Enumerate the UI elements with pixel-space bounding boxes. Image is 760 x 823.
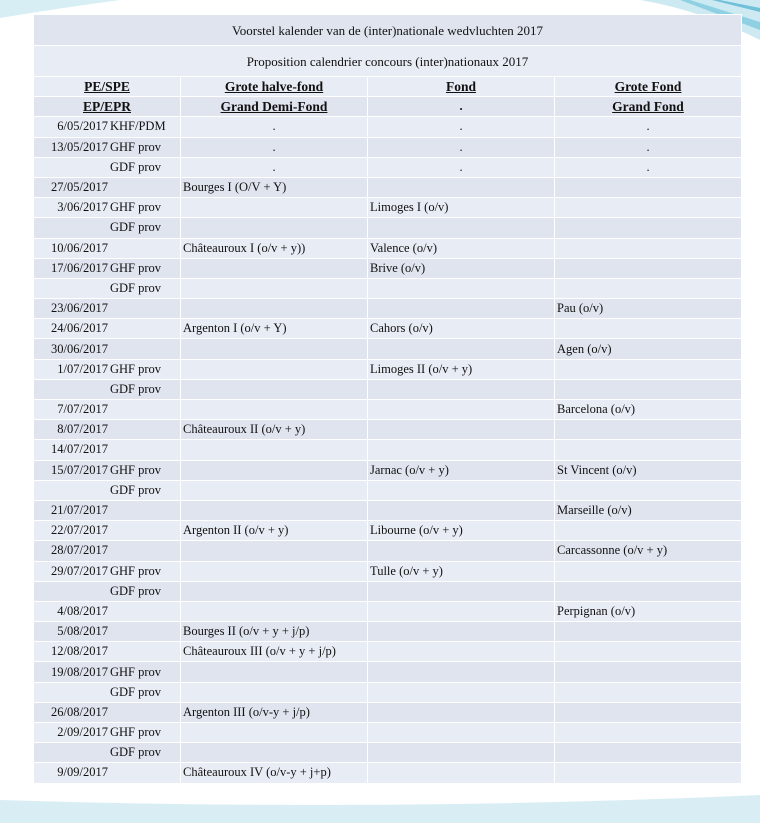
grote-fond-cell: St Vincent (o/v) — [555, 460, 742, 480]
table-row — [34, 238, 742, 258]
grote-fond-cell — [555, 480, 742, 500]
date-cell — [34, 723, 181, 743]
date-cell — [34, 581, 181, 601]
table-row — [34, 400, 742, 420]
table-row — [34, 440, 742, 460]
race-category-label: GDF prov — [110, 159, 162, 174]
date-cell — [34, 400, 181, 420]
grote-fond-cell: . — [555, 137, 742, 157]
table-row — [34, 278, 742, 298]
fond-cell — [368, 622, 555, 642]
grote-halve-fond-cell — [181, 400, 368, 420]
race-date: 22/07/2017 — [51, 523, 108, 538]
grote-halve-fond-cell — [181, 682, 368, 702]
grote-halve-fond-cell — [181, 339, 368, 359]
grote-halve-fond-cell — [181, 743, 368, 763]
date-cell — [34, 258, 181, 278]
race-date: 6/05/2017 — [57, 119, 108, 134]
header-fond: Fond — [368, 77, 555, 97]
race-date: 2/09/2017 — [57, 725, 108, 740]
date-cell — [34, 299, 181, 319]
table-row — [34, 763, 742, 783]
race-category-label: GDF prov — [110, 745, 162, 760]
fond-cell: . — [368, 157, 555, 177]
date-cell — [34, 440, 181, 460]
header-grote-halve-fond: Grote halve-fond — [181, 77, 368, 97]
grote-fond-cell — [555, 420, 742, 440]
date-cell — [34, 521, 181, 541]
table-row — [34, 198, 742, 218]
fond-cell — [368, 642, 555, 662]
grote-halve-fond-cell: Argenton III (o/v-y + j/p) — [181, 702, 368, 722]
race-date: 17/06/2017 — [51, 260, 108, 275]
race-category-label: GDF prov — [110, 220, 162, 235]
table-row — [34, 460, 742, 480]
grote-halve-fond-cell — [181, 278, 368, 298]
grote-fond-cell — [555, 359, 742, 379]
table-row — [34, 561, 742, 581]
grote-fond-cell: Agen (o/v) — [555, 339, 742, 359]
grote-halve-fond-cell — [181, 541, 368, 561]
table-row — [34, 480, 742, 500]
header-grand-demi-fond: Grand Demi-Fond — [181, 97, 368, 117]
date-cell — [34, 117, 181, 137]
table-row — [34, 420, 742, 440]
table-row — [34, 743, 742, 763]
table-row — [34, 299, 742, 319]
race-category-label: GHF prov — [110, 563, 162, 578]
grote-fond-cell — [555, 642, 742, 662]
fond-cell: Cahors (o/v) — [368, 319, 555, 339]
fond-cell — [368, 702, 555, 722]
race-date: 30/06/2017 — [51, 341, 108, 356]
date-cell — [34, 743, 181, 763]
date-cell — [34, 682, 181, 702]
date-cell — [34, 157, 181, 177]
grote-halve-fond-cell — [181, 662, 368, 682]
table-row — [34, 521, 742, 541]
table-row — [34, 662, 742, 682]
race-category-label: GHF prov — [110, 664, 162, 679]
fond-cell — [368, 299, 555, 319]
table-row — [34, 339, 742, 359]
date-cell — [34, 319, 181, 339]
grote-halve-fond-cell — [181, 359, 368, 379]
grote-halve-fond-cell: Châteauroux I (o/v + y)) — [181, 238, 368, 258]
grote-fond-cell — [555, 319, 742, 339]
grote-halve-fond-cell — [181, 258, 368, 278]
grote-halve-fond-cell — [181, 440, 368, 460]
table-row — [34, 117, 742, 137]
grote-halve-fond-cell — [181, 561, 368, 581]
grote-fond-cell — [555, 763, 742, 783]
grote-halve-fond-cell — [181, 601, 368, 621]
grote-halve-fond-cell: . — [181, 137, 368, 157]
table-row — [34, 682, 742, 702]
grote-fond-cell — [555, 379, 742, 399]
grote-fond-cell — [555, 581, 742, 601]
grote-fond-cell — [555, 198, 742, 218]
table-row — [34, 258, 742, 278]
header-grote-fond: Grote Fond — [555, 77, 742, 97]
grote-fond-cell — [555, 238, 742, 258]
race-date: 29/07/2017 — [51, 563, 108, 578]
date-cell — [34, 642, 181, 662]
race-date: 23/06/2017 — [51, 301, 108, 316]
grote-fond-cell: . — [555, 117, 742, 137]
fond-cell — [368, 682, 555, 702]
fond-cell — [368, 278, 555, 298]
fond-cell — [368, 177, 555, 197]
race-category-label: GDF prov — [110, 684, 162, 699]
grote-fond-cell: Perpignan (o/v) — [555, 601, 742, 621]
date-cell — [34, 198, 181, 218]
header-fond-fr: . — [368, 97, 555, 117]
fond-cell — [368, 339, 555, 359]
race-category-label: GHF prov — [110, 361, 162, 376]
fond-cell: Valence (o/v) — [368, 238, 555, 258]
date-cell — [34, 177, 181, 197]
grote-fond-cell — [555, 177, 742, 197]
table-row — [34, 359, 742, 379]
title-dutch: Voorstel kalender van de (inter)nationale wedvluchten 2017 — [34, 15, 742, 46]
race-date: 3/06/2017 — [57, 200, 108, 215]
grote-halve-fond-cell — [181, 581, 368, 601]
fond-cell: Tulle (o/v + y) — [368, 561, 555, 581]
fond-cell: . — [368, 137, 555, 157]
race-date: 8/07/2017 — [57, 422, 108, 437]
fond-cell — [368, 601, 555, 621]
grote-halve-fond-cell — [181, 299, 368, 319]
race-category-label: GHF prov — [110, 725, 162, 740]
race-date: 1/07/2017 — [57, 361, 108, 376]
grote-halve-fond-cell: Argenton II (o/v + y) — [181, 521, 368, 541]
fond-cell — [368, 379, 555, 399]
grote-fond-cell — [555, 743, 742, 763]
fond-cell: Limoges I (o/v) — [368, 198, 555, 218]
header-pe-spe: PE/SPE — [34, 77, 181, 97]
race-date: 5/08/2017 — [57, 624, 108, 639]
grote-fond-cell — [555, 662, 742, 682]
date-cell — [34, 278, 181, 298]
race-category-label: GDF prov — [110, 482, 162, 497]
race-date: 27/05/2017 — [51, 180, 108, 195]
grote-halve-fond-cell: Châteauroux III (o/v + y + j/p) — [181, 642, 368, 662]
race-date: 26/08/2017 — [51, 704, 108, 719]
table-row — [34, 642, 742, 662]
fond-cell — [368, 400, 555, 420]
grote-fond-cell — [555, 258, 742, 278]
grote-halve-fond-cell: Châteauroux II (o/v + y) — [181, 420, 368, 440]
table-row — [34, 702, 742, 722]
fond-cell — [368, 723, 555, 743]
grote-halve-fond-cell: Bourges II (o/v + y + j/p) — [181, 622, 368, 642]
table-row — [34, 379, 742, 399]
table-row — [34, 541, 742, 561]
grote-halve-fond-cell: Châteauroux IV (o/v-y + j+p) — [181, 763, 368, 783]
fond-cell — [368, 581, 555, 601]
fond-cell — [368, 500, 555, 520]
race-date: 4/08/2017 — [57, 603, 108, 618]
header-ep-epr: EP/EPR — [34, 97, 181, 117]
grote-halve-fond-cell — [181, 460, 368, 480]
table-row — [34, 723, 742, 743]
grote-fond-cell — [555, 561, 742, 581]
fond-cell — [368, 763, 555, 783]
table-row — [34, 601, 742, 621]
fond-cell — [368, 440, 555, 460]
grote-halve-fond-cell — [181, 379, 368, 399]
race-date: 24/06/2017 — [51, 321, 108, 336]
grote-fond-cell: Marseille (o/v) — [555, 500, 742, 520]
date-cell — [34, 339, 181, 359]
race-date: 12/08/2017 — [51, 644, 108, 659]
table-row — [34, 157, 742, 177]
date-cell — [34, 359, 181, 379]
date-cell — [34, 561, 181, 581]
date-cell — [34, 420, 181, 440]
date-cell — [34, 763, 181, 783]
fond-cell: Libourne (o/v + y) — [368, 521, 555, 541]
grote-fond-cell — [555, 702, 742, 722]
race-date: 21/07/2017 — [51, 503, 108, 518]
race-category-label: GHF prov — [110, 462, 162, 477]
calendar-table-container — [33, 14, 741, 784]
fond-cell: Limoges II (o/v + y) — [368, 359, 555, 379]
grote-fond-cell — [555, 682, 742, 702]
date-cell — [34, 662, 181, 682]
date-cell — [34, 218, 181, 238]
table-row — [34, 218, 742, 238]
calendar-table — [33, 14, 742, 784]
race-date: 28/07/2017 — [51, 543, 108, 558]
race-date: 9/09/2017 — [57, 765, 108, 780]
race-category-label: GDF prov — [110, 583, 162, 598]
table-row — [34, 622, 742, 642]
table-row — [34, 500, 742, 520]
date-cell — [34, 601, 181, 621]
grote-halve-fond-cell: . — [181, 157, 368, 177]
grote-halve-fond-cell: . — [181, 117, 368, 137]
grote-fond-cell — [555, 278, 742, 298]
grote-halve-fond-cell: Bourges I (O/V + Y) — [181, 177, 368, 197]
date-cell — [34, 702, 181, 722]
race-date: 14/07/2017 — [51, 442, 108, 457]
fond-cell: Jarnac (o/v + y) — [368, 460, 555, 480]
grote-halve-fond-cell — [181, 218, 368, 238]
date-cell — [34, 460, 181, 480]
race-category-label: GHF prov — [110, 200, 162, 215]
grote-fond-cell: Carcassonne (o/v + y) — [555, 541, 742, 561]
grote-halve-fond-cell — [181, 723, 368, 743]
race-category-label: GDF prov — [110, 381, 162, 396]
date-cell — [34, 541, 181, 561]
table-row — [34, 581, 742, 601]
grote-fond-cell — [555, 440, 742, 460]
race-date: 19/08/2017 — [51, 664, 108, 679]
grote-fond-cell — [555, 622, 742, 642]
grote-fond-cell — [555, 218, 742, 238]
race-date: 15/07/2017 — [51, 462, 108, 477]
date-cell — [34, 379, 181, 399]
date-cell — [34, 480, 181, 500]
grote-halve-fond-cell — [181, 480, 368, 500]
table-row — [34, 319, 742, 339]
grote-halve-fond-cell — [181, 198, 368, 218]
grote-fond-cell — [555, 723, 742, 743]
grote-fond-cell: Pau (o/v) — [555, 299, 742, 319]
fond-cell: . — [368, 117, 555, 137]
table-row — [34, 137, 742, 157]
grote-halve-fond-cell — [181, 500, 368, 520]
grote-fond-cell — [555, 521, 742, 541]
table-row — [34, 177, 742, 197]
date-cell — [34, 238, 181, 258]
date-cell — [34, 137, 181, 157]
race-category-label: GDF prov — [110, 280, 162, 295]
race-date: 13/05/2017 — [51, 139, 108, 154]
date-cell — [34, 622, 181, 642]
fond-cell — [368, 662, 555, 682]
grote-halve-fond-cell: Argenton I (o/v + Y) — [181, 319, 368, 339]
race-date: 10/06/2017 — [51, 240, 108, 255]
date-cell — [34, 500, 181, 520]
grote-fond-cell: . — [555, 157, 742, 177]
fond-cell — [368, 480, 555, 500]
fond-cell — [368, 541, 555, 561]
fond-cell — [368, 420, 555, 440]
race-category-label: GHF prov — [110, 260, 162, 275]
header-grand-fond: Grand Fond — [555, 97, 742, 117]
title-french: Proposition calendrier concours (inter)nationaux 2017 — [34, 46, 742, 77]
fond-cell: Brive (o/v) — [368, 258, 555, 278]
grote-fond-cell: Barcelona (o/v) — [555, 400, 742, 420]
fond-cell — [368, 743, 555, 763]
fond-cell — [368, 218, 555, 238]
race-category-label: GHF prov — [110, 139, 162, 154]
race-date: 7/07/2017 — [57, 402, 108, 417]
race-category-label: KHF/PDM — [110, 119, 166, 134]
